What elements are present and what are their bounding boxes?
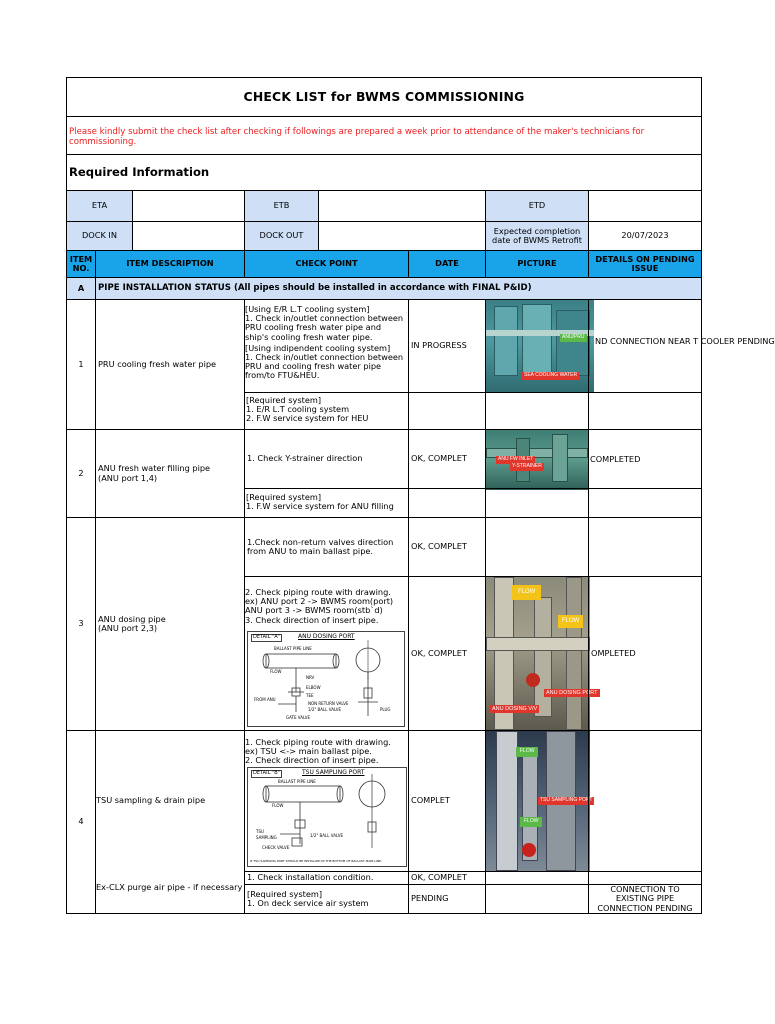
tsu-diagram-drawing xyxy=(248,768,408,868)
notice-text: Please kindly submit the check list after checking if followings are prepared a week prior to attendance of the maker's technicians for commissioning. xyxy=(66,116,702,155)
item-6-picture xyxy=(485,884,589,914)
anu-label-ballast: BALLAST PIPE LINE xyxy=(274,646,312,651)
item-3-photo xyxy=(486,577,598,730)
item-6-check: [Required system] 1. On deck service air system xyxy=(244,884,409,914)
anu-diagram-drawing xyxy=(248,632,406,728)
item-3-checkpoint-b xyxy=(244,576,409,731)
col-item-no: ITEM NO. xyxy=(66,250,96,278)
item-3-picture-b xyxy=(485,576,598,731)
tsu-label-ballast: BALLAST PIPE LINE xyxy=(278,779,316,784)
required-info-heading: Required Information xyxy=(66,154,702,191)
item-3-description: ANU dosing pipe (ANU port 2,3) xyxy=(95,517,245,731)
item-2-required: [Required system] 1. F.W service system for ANU filling xyxy=(244,488,409,518)
item-2-picture xyxy=(485,429,589,489)
item-3-photo-tag-flow-1: FLOW xyxy=(512,585,541,600)
item-1-details: ND CONNECTION NEAR T COOLER PENDING xyxy=(595,336,775,346)
anu-label-ball-valve: 1/2" BALL VALVE xyxy=(308,707,342,712)
col-details: DETAILS ON PENDING ISSUE xyxy=(588,250,702,278)
anu-diagram-detail: DETAIL "A" xyxy=(253,634,280,640)
tsu-label-check-valve: CHECK VALVE xyxy=(262,845,290,850)
item-3-check-a: 1.Check non-return valves direction from ANU to main ballast pipe. xyxy=(244,517,409,577)
item-2-status[interactable]: OK, COMPLET xyxy=(408,429,486,489)
etb-label: ETB xyxy=(244,190,319,222)
item-1-required-details xyxy=(588,392,702,430)
item-1-photo xyxy=(486,300,594,392)
item-3-details-a xyxy=(588,517,702,577)
item-4-details xyxy=(588,730,702,872)
item-4-photo xyxy=(486,731,593,871)
item-2-photo-tag-strainer: Y-STRAINER xyxy=(512,463,542,469)
eta-label: ETA xyxy=(66,190,133,222)
anu-label-gate: GATE VALVE xyxy=(286,715,311,720)
etd-value[interactable] xyxy=(588,190,702,222)
etd-label: ETD xyxy=(485,190,589,222)
item-3-photo-tag-flow-2: FLOW xyxy=(558,615,583,628)
item-2-number: 2 xyxy=(66,429,96,518)
item-3-status-b[interactable]: OK, COMPLET xyxy=(408,576,486,731)
item-1-required-date xyxy=(408,392,486,430)
dock-in-label: DOCK IN xyxy=(66,221,133,251)
item-2-check: 1. Check Y-strainer direction xyxy=(244,429,409,489)
anu-label-elbow: ELBOW xyxy=(306,685,321,690)
anu-label-from-anu: FROM ANU xyxy=(254,697,276,702)
tsu-diagram-title: TSU SAMPLING PORT xyxy=(302,769,365,776)
anu-label-nrv: NRV xyxy=(306,675,315,680)
item-3-check-b: 2. Check piping route with drawing. ex) ANU port 2 -> BWMS room(port) ANU port 3 -> BWMS room(stb`d) 3. Check direction of insert pipe. xyxy=(245,587,394,625)
eta-value[interactable] xyxy=(132,190,245,222)
tsu-label-ball-valve: 1/2" BALL VALVE xyxy=(310,833,344,838)
item-1-details-cell xyxy=(588,299,702,393)
checklist-sheet xyxy=(66,77,775,914)
item-5-status[interactable]: OK, COMPLET xyxy=(408,871,486,885)
anu-label-nrv-full: NON RETURN VALVE xyxy=(308,701,349,706)
anu-label-flow: FLOW xyxy=(270,669,282,674)
section-letter: A xyxy=(66,277,96,300)
item-3-number: 3 xyxy=(66,517,96,731)
item-6-details: CONNECTION TO EXISTING PIPE CONNECTION PENDING xyxy=(588,884,702,914)
item-2-photo-tag-inlet: ANU FW INLET xyxy=(498,456,534,462)
dock-out-value[interactable] xyxy=(318,221,486,251)
item-1-check-a: [Using E/R L.T cooling system] 1. Check in/outlet connection between PRU cooling fresh water pipe and ship's cooling fresh water pipe. xyxy=(245,304,404,342)
col-check-point: CHECK POINT xyxy=(244,250,409,278)
tsu-diagram-note: # TSU SAMPLING PORT SHOULD BE INSTALLED IN THE BOTTOM OF BALLAST MAIN LINE. xyxy=(250,859,382,863)
item-1-photo-tag-sea: SEA COOLING WATER xyxy=(524,372,578,378)
item-5-details xyxy=(588,871,702,885)
item-4-status[interactable]: COMPLET xyxy=(408,730,486,872)
page-title: CHECK LIST for BWMS COMMISSIONING xyxy=(66,77,702,117)
item-2-required-date xyxy=(408,488,486,518)
item-2-photo xyxy=(486,430,588,490)
col-item-description: ITEM DESCRIPTION xyxy=(95,250,245,278)
item-6-description: Ex-CLX purge air pipe - if necessary xyxy=(96,882,243,892)
item-3-status-a[interactable]: OK, COMPLET xyxy=(408,517,486,577)
item-1-required: [Required system] 1. E/R L.T cooling system 2. F.W service system for HEU xyxy=(244,392,409,430)
item-4-photo-tag-flow-1: FLOW xyxy=(516,747,538,757)
item-2-required-details xyxy=(588,488,702,518)
item-4-check: 1. Check piping route with drawing. ex) TSU <-> main ballast pipe. 2. Check direction of insert pipe. xyxy=(245,737,391,766)
item-1-required-picture xyxy=(485,392,589,430)
anu-diagram-title: ANU DOSING PORT xyxy=(298,633,355,640)
item-3-photo-tag-port: ANU DOSING PORT xyxy=(546,690,598,696)
anu-dosing-diagram xyxy=(247,631,405,727)
item-1-picture xyxy=(485,299,589,393)
item-1-number: 1 xyxy=(66,299,96,430)
item-1-checkpoint xyxy=(244,299,409,393)
item-2-details: COMPLETED xyxy=(590,454,641,464)
col-picture: PICTURE xyxy=(485,250,589,278)
anu-label-plug: PLUG xyxy=(380,707,391,712)
item-3-photo-tag-valve: ANU DOSING V/V xyxy=(492,706,538,712)
item-4-photo-tag-port: TSU SAMPLING PORT xyxy=(540,797,593,803)
item-3-details-b: OMPLETED xyxy=(588,576,702,731)
item-4-number: 4 xyxy=(66,730,96,914)
item-4-description: TSU sampling & drain pipe xyxy=(96,795,206,805)
item-1-status[interactable]: IN PROGRESS xyxy=(408,299,486,393)
item-4-checkpoint xyxy=(244,730,409,872)
item-4-picture xyxy=(485,730,593,872)
item-2-description: ANU fresh water filling pipe (ANU port 1,4) xyxy=(95,429,245,518)
etb-value[interactable] xyxy=(318,190,486,222)
tsu-sampling-diagram xyxy=(247,767,407,867)
completion-label: Expected completion date of BWMS Retrofit xyxy=(485,221,589,251)
item-5-picture xyxy=(485,871,589,885)
anu-label-tee: TEE xyxy=(306,693,314,698)
item-4-photo-tag-flow-2: FLOW xyxy=(520,817,542,827)
col-date: DATE xyxy=(408,250,486,278)
section-title: PIPE INSTALLATION STATUS (All pipes should be installed in accordance with FINAL P&ID) xyxy=(95,277,702,300)
completion-date[interactable]: 20/07/2023 xyxy=(588,221,702,251)
item-6-status[interactable]: PENDING xyxy=(408,884,486,914)
item-1-check-b: [Using indipendent cooling system] 1. Check in/outlet connection between PRU and cooling fresh water pipe from/to FTU&HEU. xyxy=(245,342,404,381)
tsu-label-tsu: TSU xyxy=(256,829,264,834)
item-1-photo-tag-anu: ANU/PRU xyxy=(562,334,585,340)
item-2-required-picture xyxy=(485,488,589,518)
tsu-diagram-detail: DETAIL "B" xyxy=(253,770,280,776)
item-1-description: PRU cooling fresh water pipe xyxy=(95,299,245,430)
tsu-label-flow: FLOW xyxy=(272,803,284,808)
item-3-picture-a xyxy=(485,517,589,577)
dock-in-value[interactable] xyxy=(132,221,245,251)
tsu-label-sampling: SAMPLING xyxy=(256,835,277,840)
dock-out-label: DOCK OUT xyxy=(244,221,319,251)
item-5-check: 1. Check installation condition. xyxy=(244,871,409,885)
